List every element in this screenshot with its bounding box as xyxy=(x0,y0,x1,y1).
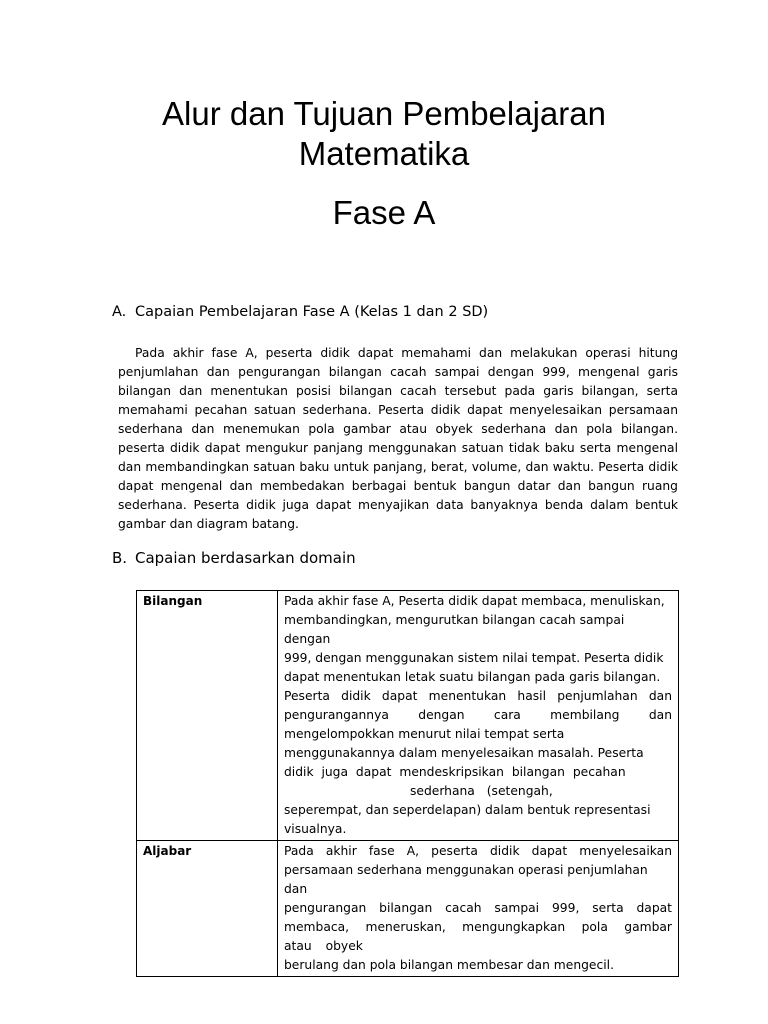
description-line: pengurangan bilangan cacah sampai 999, serta dapat xyxy=(284,901,672,915)
description-line: pengurangannya dengan cara membilang dan xyxy=(284,708,672,722)
table-row xyxy=(137,591,679,841)
phase-title: Fase A xyxy=(332,194,436,231)
section-a-paragraph: Pada akhir fase A, peserta didik dapat memahami dan melakukan operasi hitung penjumlahan dan pengurangan bilangan cacah sampai dengan 999, mengenal garis bilangan dan menentukan posisi bilangan cacah tersebut pada garis bilangan, serta memahami pecahan satuan sederhana. Peserta didik dapat menyelesaikan persamaan sederhana dan menemukan pola gambar atau obyek sederhana dan pola bilangan. peserta didik dapat mengukur panjang menggunakan satuan tidak baku serta mengenal dan membandingkan satuan baku untuk panjang, berat, volume, dan waktu. Peserta didik dapat mengenal dan membedakan berbagai bentuk bangun datar dan bangun ruang sederhana. Peserta didik juga dapat menyajikan data banyaknya benda dalam bentuk gambar dan diagram batang. xyxy=(118,346,678,531)
section-b-letter: B. xyxy=(112,549,128,567)
section-b-heading-text: Capaian berdasarkan domain xyxy=(135,549,356,567)
description-line: didik juga dapat mendeskripsikan bilangan pecahan xyxy=(284,765,626,779)
description-line: membandingkan, mengurutkan bilangan cacah sampai dengan xyxy=(284,613,625,646)
section-a-heading xyxy=(112,302,488,322)
section-a-letter: A. xyxy=(112,304,127,320)
description-line: persamaan sederhana menggunakan operasi penjumlahan dan xyxy=(284,863,648,896)
description-line: membaca, meneruskan, mengungkapkan pola gambar xyxy=(284,920,672,934)
title-line-1: Alur dan Tujuan Pembelajaran xyxy=(162,95,606,132)
description-line: visualnya. xyxy=(284,822,347,836)
description-line: 999, dengan menggunakan sistem nilai tempat. Peserta didik xyxy=(284,651,664,665)
description-line: Peserta didik dapat menentukan hasil penjumlahan dan xyxy=(284,689,672,703)
section-b-heading xyxy=(112,548,356,568)
title-line-2: Matematika xyxy=(298,135,470,172)
domain-description xyxy=(278,841,679,977)
description-line: menggunakannya dalam menyelesaikan masalah. Peserta xyxy=(284,746,644,760)
description-line: sederhana (setengah, xyxy=(410,784,553,798)
description-line: Pada akhir fase A, peserta didik dapat menyelesaikan xyxy=(284,844,672,858)
description-line: dapat menentukan letak suatu bilangan pada garis bilangan. xyxy=(284,670,661,684)
domain-label: Bilangan xyxy=(137,591,278,841)
section-a-heading-text: Capaian Pembelajaran Fase A (Kelas 1 dan 2 SD) xyxy=(135,304,489,320)
description-line: seperempat, dan seperdelapan) dalam bentuk representasi xyxy=(284,803,651,817)
description-line: mengelompokkan menurut nilai tempat serta xyxy=(284,727,565,741)
domain-label: Aljabar xyxy=(137,841,278,977)
domain-table xyxy=(136,590,679,977)
description-line: berulang dan pola bilangan membesar dan mengecil. xyxy=(284,958,614,972)
domain-description xyxy=(278,591,679,841)
table-row xyxy=(137,841,679,977)
description-line: Pada akhir fase A, Peserta didik dapat membaca, menuliskan, xyxy=(284,594,665,608)
description-line: atau obyek xyxy=(284,939,363,953)
document-title xyxy=(0,94,768,174)
